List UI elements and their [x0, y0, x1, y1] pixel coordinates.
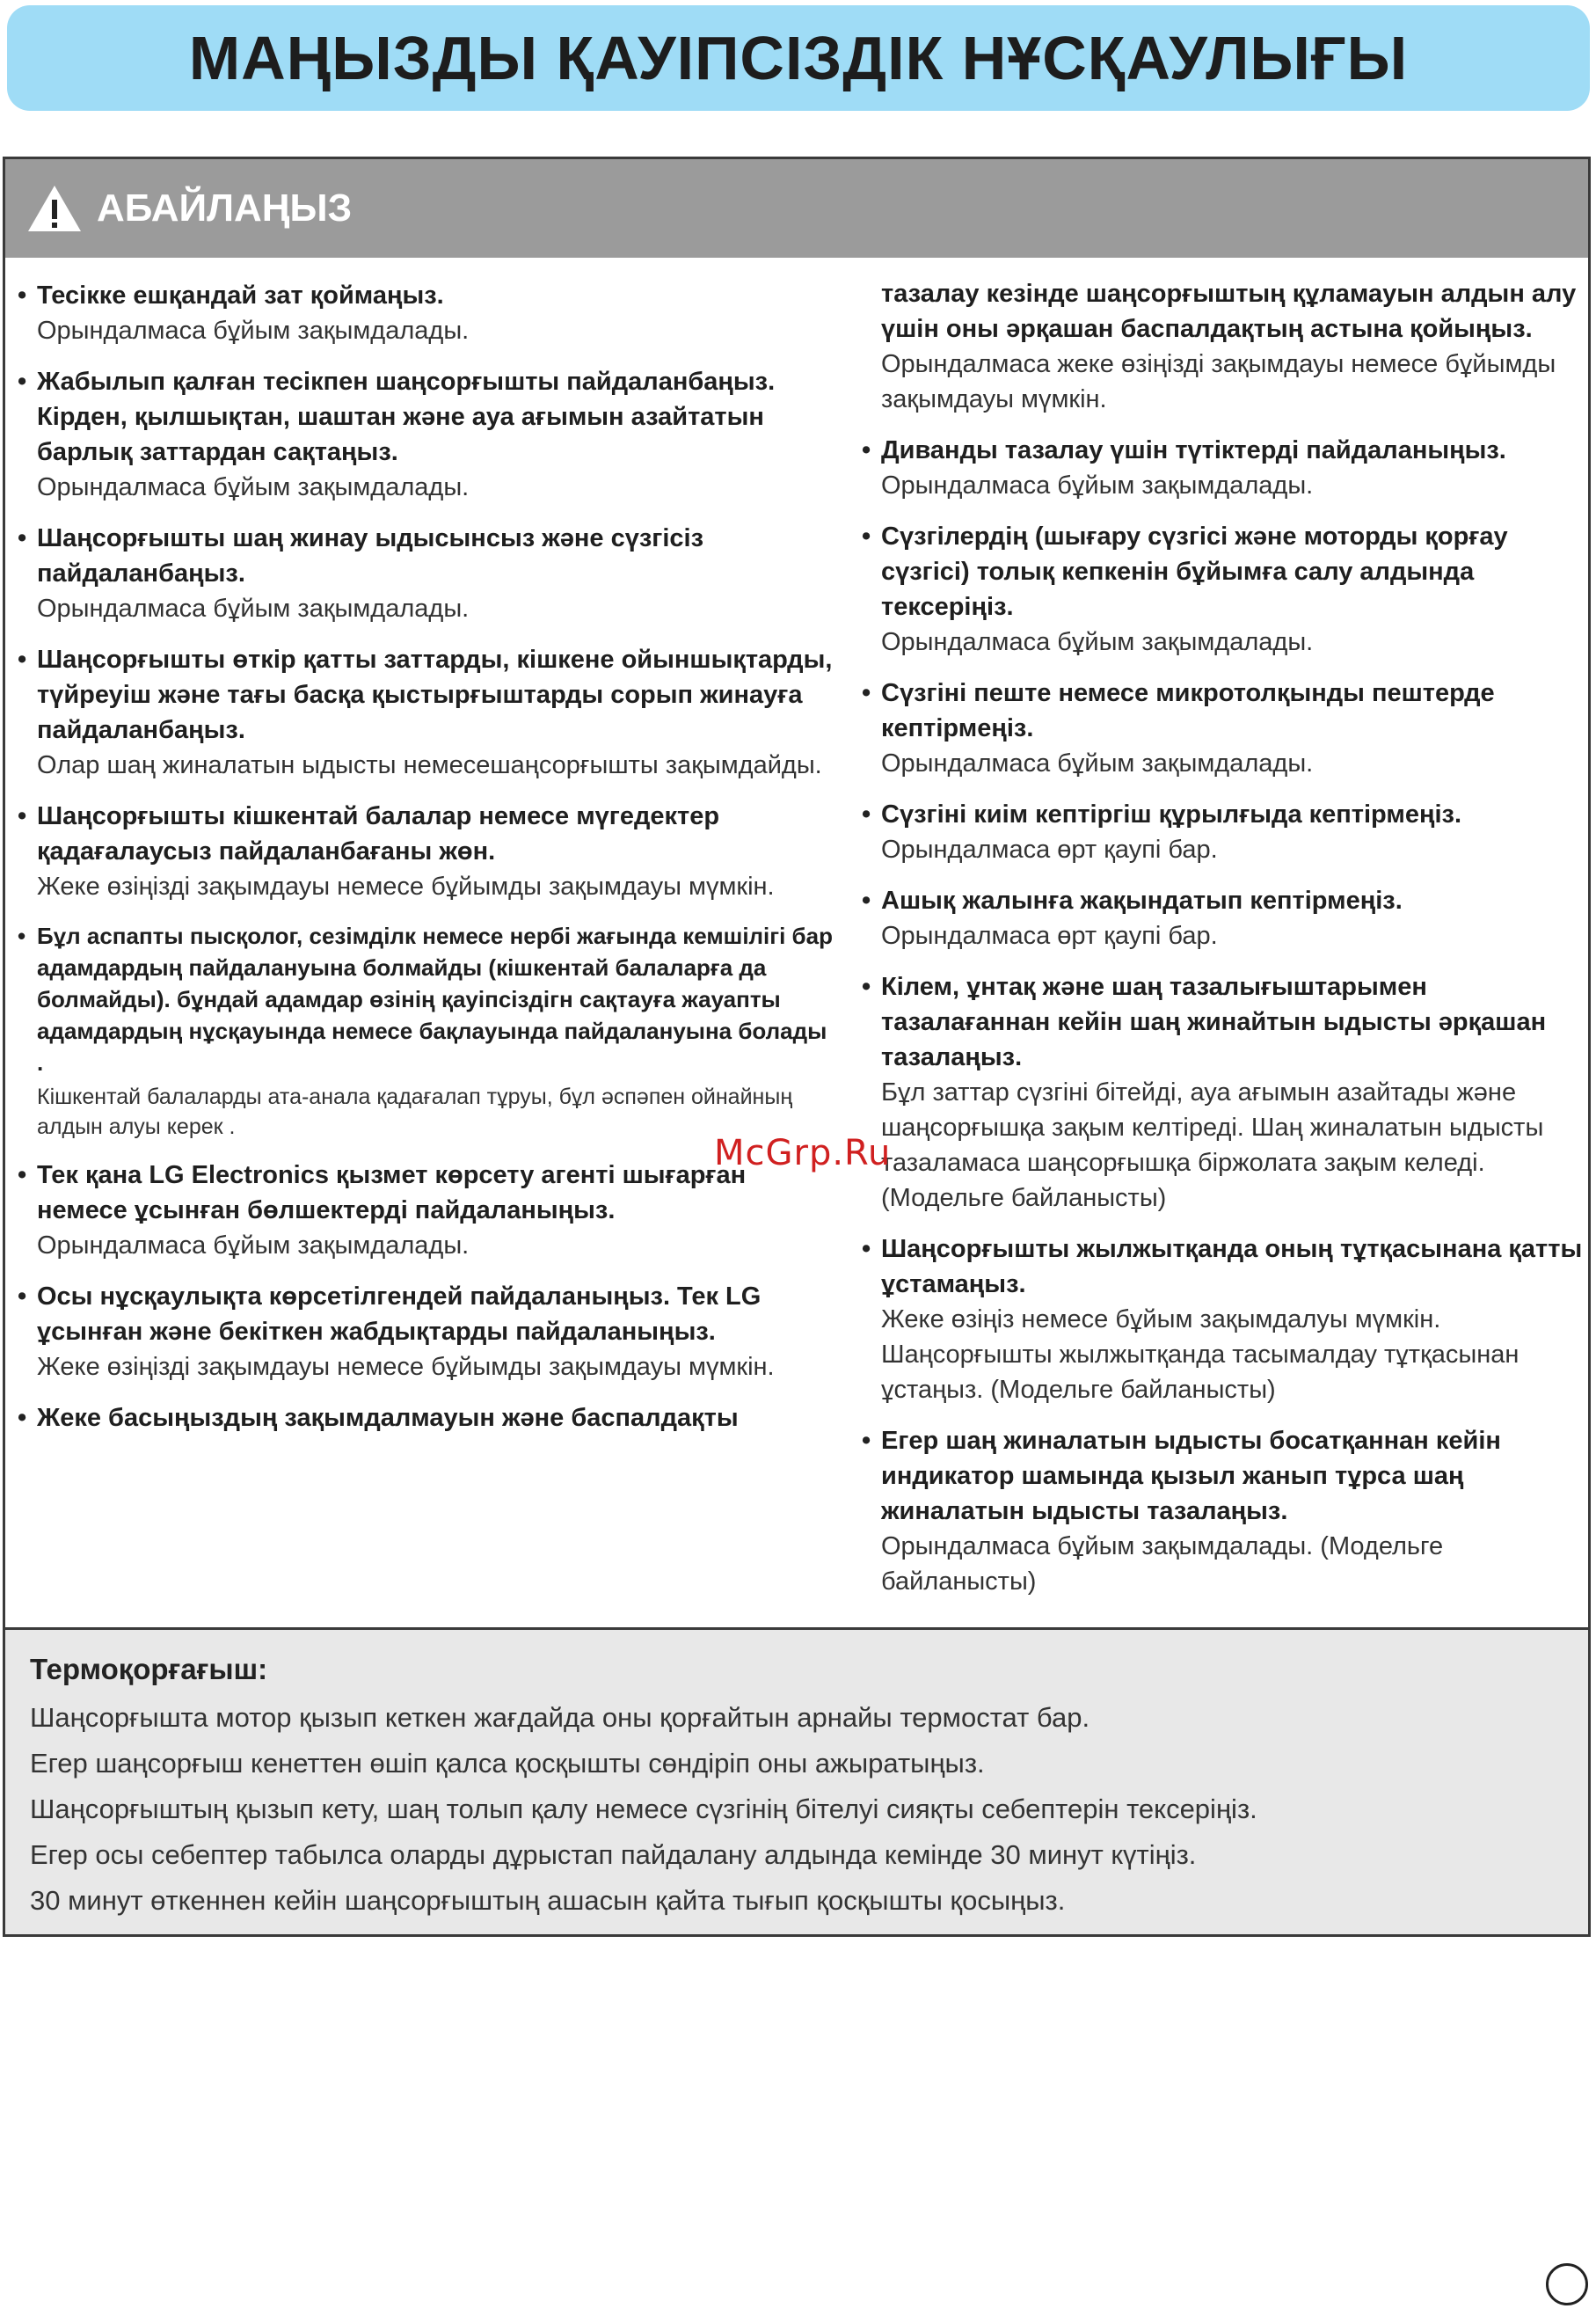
list-item: • Шаңсорғышты кішкентай балалар немесе мүгедектер қадағалаусыз пайдаланбағаны жөн. Жеке өзіңізді зақымдауы немесе бұйымды зақымдауы мүмкін. — [16, 799, 838, 904]
list-item: • Тесікке ешқандай зат қоймаңыз. Орындалмаса бұйым зақымдалады. — [16, 278, 838, 348]
thermo-protector-section — [3, 1627, 1591, 1937]
item-heading: Жеке басыңыздың зақымдалмауын және баспалдақты — [37, 1404, 739, 1432]
item-note: Орындалмаса бұйым зақымдалады. — [37, 473, 470, 501]
item-note: Орындалмаса бұйым зақымдалады. — [881, 749, 1314, 778]
item-note: Жеке өзіңіз немесе бұйым зақымдалуы мүмкін. Шаңсорғышты жылжытқанда тасымалдау тұтқасынан ұстаңыз. (Модельге байланысты) — [881, 1305, 1519, 1404]
list-item: • Шаңсорғышты өткір қатты заттарды, кішкене ойыншықтарды, түйреуіш және тағы басқа қыстырғыштарды сорып жинауға пайдаланбаңыз. Олар шаң жиналатын ыдысты немесешаңсорғышты зақымдайды. — [16, 642, 838, 783]
list-item: • Диванды тазалау үшін түтіктерді пайдаланыңыз. Орындалмаса бұйым зақымдалады. — [860, 433, 1590, 503]
item-heading: Шаңсорғышты өткір қатты заттарды, кішкене ойыншықтарды, түйреуіш және тағы басқа қыстырғыштарды сорып жинауға пайдаланбаңыз. — [37, 646, 833, 744]
item-note: Кішкентай балаларды ата-анала қадағалап тұруы, бұл әспәпен ойнайның алдын алуы керек . — [37, 1085, 793, 1139]
item-note: Бұл заттар сүзгіні бітейді, ауа ағымын азайтады және шаңсорғышқа зақым келтіреді. Шаң жиналатын ыдысты тазаламаса шаңсорғышқа біржолата зақым келеді. (Модельге байланысты) — [881, 1078, 1544, 1212]
item-heading: тазалау кезінде шаңсорғыштың құламауын алдын алу үшін оны әрқашан баспалдақтың астына қойыңыз. — [881, 280, 1577, 343]
thermo-title: Термоқорғағыш: — [30, 1653, 268, 1685]
watermark: McGrp.Ru — [714, 1133, 892, 1173]
item-heading: Сүзгілердің (шығару сүзгісі және моторды қорғау сүзгісі) толық кепкенін бұйымға салу алдында тексеріңіз. — [881, 522, 1508, 621]
warning-triangle-icon — [26, 183, 83, 234]
right-column — [860, 276, 1590, 1615]
list-item: • Сүзгіні киім кептіргіш құрылғыда кептірмеңіз. Орындалмаса өрт қаупі бар. — [860, 797, 1590, 867]
thermo-line: Егер осы себептер табылса оларды дұрыстап пайдалану алдында кемінде 30 минут күтіңіз. — [30, 1839, 1197, 1870]
thermo-line: Шаңсорғыштың қызып кету, шаң толып қалу немесе сүзгінің бітелуі сияқты себептерін тексеріңіз. — [30, 1794, 1257, 1824]
item-note: Орындалмаса бұйым зақымдалады. — [881, 471, 1314, 500]
page-title: МАҢЫЗДЫ ҚАУІПСІЗДІК НҰСҚАУЛЫҒЫ — [188, 24, 1409, 92]
list-item: • Шаңсорғышты шаң жинау ыдысынсыз және сүзгісіз пайдаланбаңыз. Орындалмаса бұйым зақымдалады. — [16, 521, 838, 626]
item-note: Орындалмаса өрт қаупі бар. — [881, 836, 1218, 864]
list-item: • Сүзгілердің (шығару сүзгісі және моторды қорғау сүзгісі) толық кепкенін бұйымға салу алдында тексеріңіз. Орындалмаса бұйым зақымдалады. — [860, 519, 1590, 660]
item-heading: Кілем, ұнтақ және шаң тазалығыштарымен тазалағаннан кейін шаң жинайтын ыдысты әрқашан тазалаңыз. — [881, 973, 1547, 1071]
item-heading: Бұл аспапты пысқолог, сезімділк немесе нербі жағында кемшілігі бар адамдардың пайдалануына болмайды (кішкентай балаларға да болмайды). бұндай адамдар өзінің қауіпсіздігн сақтауға жауапты адамдардың нұсқауында немесе бақлауында пайдалануына болады . — [37, 923, 833, 1076]
item-heading: Сүзгіні киім кептіргіш құрылғыда кептірмеңіз. — [881, 800, 1462, 829]
title-banner — [7, 5, 1590, 111]
item-heading: Шаңсорғышты шаң жинау ыдысынсыз және сүзгісіз пайдаланбаңыз. — [37, 524, 703, 588]
item-heading: Диванды тазалау үшін түтіктерді пайдаланыңыз. — [881, 436, 1506, 464]
page-number-circle-icon — [1546, 2263, 1588, 2305]
list-item: • Осы нұсқаулықта көрсетілгендей пайдаланыңыз. Тек LG ұсынған және бекіткен жабдықтарды пайдаланыңыз. Жеке өзіңізді зақымдауы немесе бұйымды зақымдауы мүмкін. — [16, 1279, 838, 1384]
item-heading: Сүзгіні пеште немесе микротолқынды пештерде кептірмеңіз. — [881, 679, 1495, 742]
item-note: Орындалмаса бұйым зақымдалады. — [37, 317, 470, 345]
item-note: Орындалмаса жеке өзіңізді зақымдауы немесе бұйымды зақымдауы мүмкін. — [881, 350, 1556, 413]
item-heading: Тек қана LG Electronics қызмет көрсету агенті шығарған немесе ұсынған бөлшектерді пайдаланыңыз. — [37, 1161, 747, 1224]
list-item: • Жабылып қалған тесікпен шаңсорғышты пайдаланбаңыз. Кірден, қылшықтан, шаштан және ауа ағымын азайтатын барлық заттардан сақтаңыз. Орындалмаса бұйым зақымдалады. — [16, 364, 838, 505]
item-heading: Шаңсорғышты кішкентай балалар немесе мүгедектер қадағалаусыз пайдаланбағаны жөн. — [37, 802, 720, 866]
item-heading: Жабылып қалған тесікпен шаңсорғышты пайдаланбаңыз. Кірден, қылшықтан, шаштан және ауа ағымын азайтатын барлық заттардан сақтаңыз. — [37, 368, 776, 466]
caution-section — [3, 157, 1591, 1630]
item-note: Олар шаң жиналатын ыдысты немесешаңсорғышты зақымдайды. — [37, 751, 822, 779]
item-note: Орындалмаса өрт қаупі бар. — [881, 922, 1218, 950]
item-heading: Тесікке ешқандай зат қоймаңыз. — [37, 281, 444, 310]
list-item: • Шаңсорғышты жылжытқанда оның тұтқасынана қатты ұстамаңыз. Жеке өзіңіз немесе бұйым зақымдалуы мүмкін. Шаңсорғышты жылжытқанда тасымалдау тұтқасынан ұстаңыз. (Модельге байланысты) — [860, 1231, 1590, 1407]
item-note: Орындалмаса бұйым зақымдалады. (Модельге байланысты) — [881, 1532, 1444, 1596]
item-note: Орындалмаса бұйым зақымдалады. — [37, 1231, 470, 1260]
item-note: Жеке өзіңізді зақымдауы немесе бұйымды зақымдауы мүмкін. — [37, 1353, 775, 1381]
item-note: Орындалмаса бұйым зақымдалады. — [37, 595, 470, 623]
caution-header — [5, 159, 1588, 258]
list-item: • Бұл аспапты пысқолог, сезімділк немесе нербі жағында кемшілігі бар адамдардың пайдалануына болмайды (кішкентай балаларға да болмайды). бұндай адамдар өзінің қауіпсіздігн сақтауға жауапты адамдардың нұсқауында немесе бақлауында пайдалануына болады . Кішкентай балаларды ата-анала қадағалап тұруы, бұл әспәпен ойнайның алдын алуы керек . — [16, 920, 838, 1142]
thermo-line: Шаңсорғышта мотор қызып кеткен жағдайда оны қорғайтын арнайы термостат бар. — [30, 1702, 1090, 1733]
caution-title: АБАЙЛАҢЫЗ — [97, 186, 353, 230]
thermo-line: 30 минут өткеннен кейін шаңсорғыштың ашасын қайта тығып қосқышты қосыңыз. — [30, 1885, 1066, 1916]
item-heading: Шаңсорғышты жылжытқанда оның тұтқасынана қатты ұстамаңыз. — [881, 1235, 1583, 1298]
list-item: • Тек қана LG Electronics қызмет көрсету агенті шығарған немесе ұсынған бөлшектерді пайдаланыңыз. Орындалмаса бұйым зақымдалады. — [16, 1158, 838, 1263]
list-item: • Ашық жалынға жақындатып кептірмеңіз. Орындалмаса өрт қаупі бар. — [860, 883, 1590, 953]
left-column — [16, 278, 838, 1451]
item-heading: Егер шаң жиналатын ыдысты босатқаннан кейін индикатор шамында қызыл жанып тұрса шаң жиналатын ыдысты тазалаңыз. — [881, 1427, 1501, 1525]
item-heading: Ашық жалынға жақындатып кептірмеңіз. — [881, 887, 1403, 915]
list-item: • Кілем, ұнтақ және шаң тазалығыштарымен тазалағаннан кейін шаң жинайтын ыдысты әрқашан тазалаңыз. Бұл заттар сүзгіні бітейді, ауа ағымын азайтады және шаңсорғышқа зақым келтіреді. Шаң жиналатын ыдысты тазаламаса шаңсорғышқа біржолата зақым келеді. (Модельге байланысты) — [860, 969, 1590, 1216]
item-heading: Осы нұсқаулықта көрсетілгендей пайдаланыңыз. Тек LG ұсынған және бекіткен жабдықтарды пайдаланыңыз. — [37, 1282, 762, 1346]
list-item: • Егер шаң жиналатын ыдысты босатқаннан кейін индикатор шамында қызыл жанып тұрса шаң жиналатын ыдысты тазалаңыз. Орындалмаса бұйым зақымдалады. (Модельге байланысты) — [860, 1423, 1590, 1599]
list-item-continuation — [860, 276, 1590, 417]
list-item: • Жеке басыңыздың зақымдалмауын және баспалдақты — [16, 1400, 838, 1436]
item-note: Орындалмаса бұйым зақымдалады. — [881, 628, 1314, 656]
caution-columns — [5, 260, 1588, 1627]
list-item: • Сүзгіні пеште немесе микротолқынды пештерде кептірмеңіз. Орындалмаса бұйым зақымдалады. — [860, 676, 1590, 781]
item-note: Жеке өзіңізді зақымдауы немесе бұйымды зақымдауы мүмкін. — [37, 873, 775, 901]
thermo-line: Егер шаңсорғыш кенеттен өшіп қалса қосқышты сөндіріп оны ажыратыңыз. — [30, 1748, 985, 1779]
